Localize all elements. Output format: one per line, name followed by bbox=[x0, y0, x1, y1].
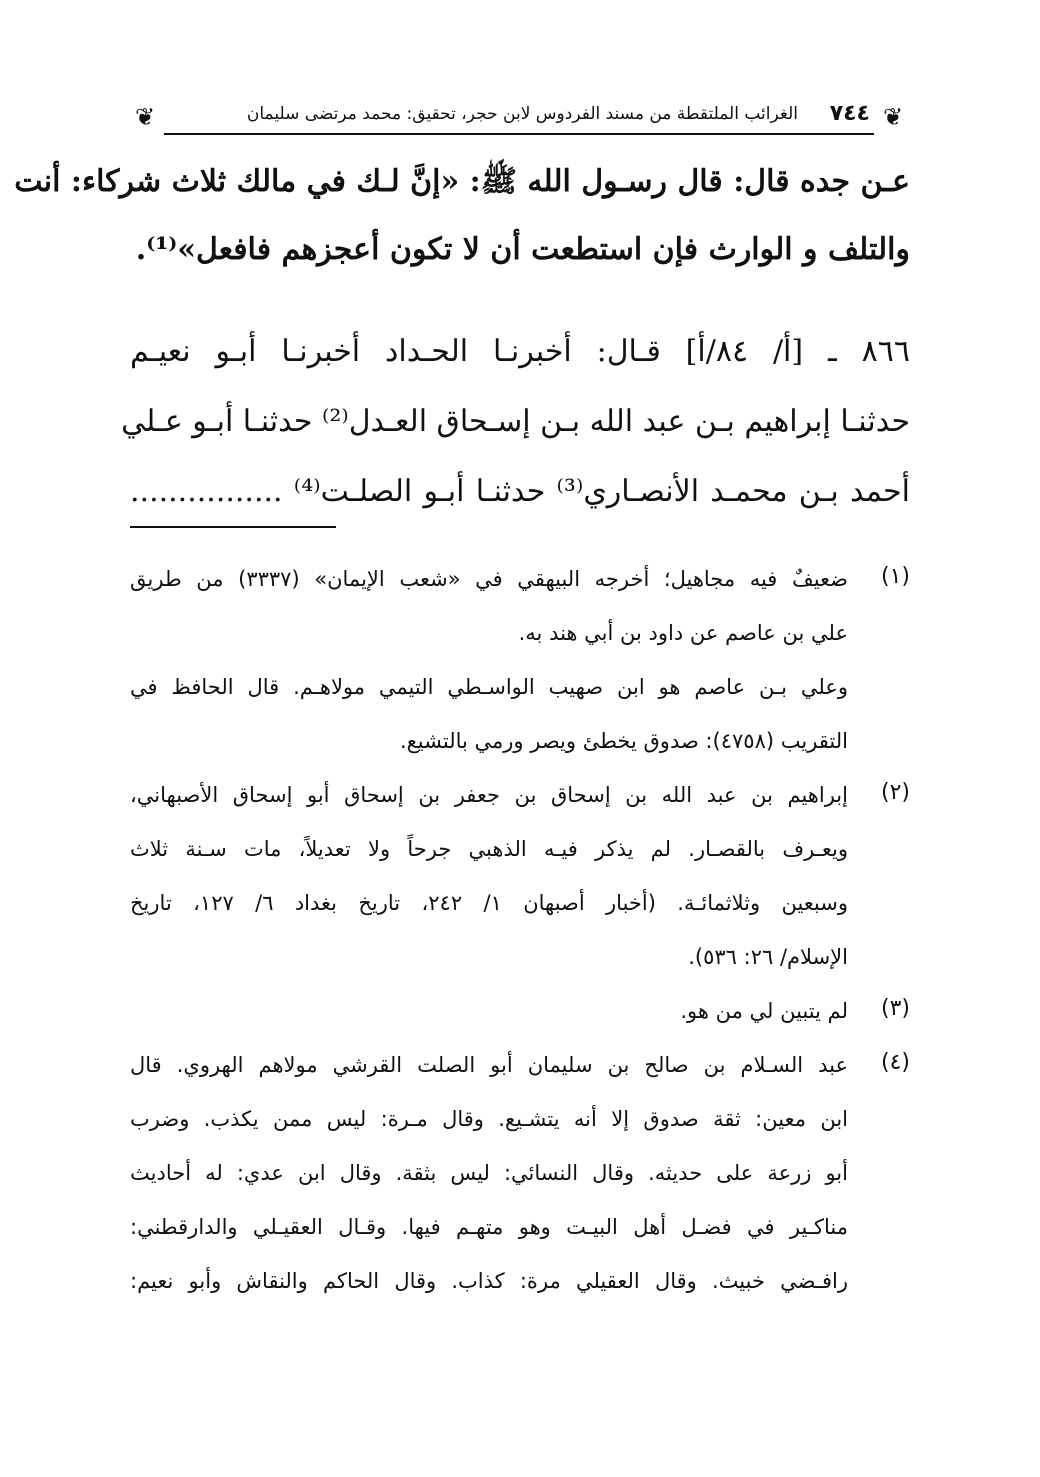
footnote-line: عبد السـلام بن صالح بن سليمان أبو الصلت القرشي مولاهم الهروي. قال bbox=[130, 1053, 848, 1077]
footnote-line: مناكـير في فضـل أهل البيـت وهو متهـم فيها. وقـال العقيـلي والدارقطني: bbox=[130, 1215, 848, 1239]
footnote-1 bbox=[130, 552, 910, 768]
main-text bbox=[14, 152, 910, 509]
main-line-1: عـن جده قال: قال رسـول الله ﷺ: «إنَّ لـك في مالك ثلاث شركاء: أنت bbox=[14, 164, 910, 199]
footnote-number: (٢) bbox=[880, 780, 910, 805]
main-line-4: حدثنـا إبراهيم بـن عبد الله بـن إسـحاق العـدل⁽²⁾ حدثنـا أبـو عـلي bbox=[121, 404, 910, 439]
footnote-line: ابن معين: ثقة صدوق إلا أنه يتشـيع. وقال مـرة: ليس ممن يكذب. وضرب bbox=[130, 1107, 848, 1131]
header-title: الغرائب الملتقطة من مسند الفردوس لابن حجر، تحقيق: محمد مرتضى سليمان bbox=[246, 104, 798, 124]
page-number: ٧٤٤ bbox=[829, 101, 870, 126]
ornament-icon-left: ❦ bbox=[134, 103, 156, 131]
footnote-line: علي بن عاصم عن داود بن أبي هند به. bbox=[518, 621, 848, 645]
main-line-5: أحمد بـن محمـد الأنصـاري⁽³⁾ حدثنـا أبـو الصلـت⁽⁴⁾ ................ bbox=[130, 474, 910, 509]
header-rule bbox=[164, 133, 874, 135]
main-line-2: والتلف و الوارث فإن استطعت أن لا تكون أعجزهم فافعل»⁽¹⁾. bbox=[135, 232, 910, 267]
footnote-line: أبو زرعة على حديثه. وقال النسائي: ليس بثقة. وقال ابن عدي: له أحاديث bbox=[130, 1161, 848, 1185]
footnote-2 bbox=[130, 768, 910, 984]
main-line-3: ٨٦٦ ـ [أ/ ٨٤/أ] قـال: أخبرنـا الحـداد أخبرنـا أبـو نعيـم bbox=[130, 334, 910, 369]
footnote-number: (٤) bbox=[880, 1050, 910, 1075]
footnote-line: لم يتبين لي من هو. bbox=[680, 999, 848, 1023]
footnote-line: التقريب (٤٧٥٨): صدوق يخطئ ويصر ورمي بالتشيع. bbox=[399, 729, 848, 753]
footnote-3 bbox=[130, 984, 910, 1038]
footnote-number: (١) bbox=[880, 564, 910, 589]
ornament-icon-right: ❦ bbox=[882, 103, 904, 131]
footnote-line: ويعـرف بالقصـار. لم يذكر فيـه الذهبي جرحاً ولا تعديلاً، مات سـنة ثلاث bbox=[130, 837, 848, 861]
running-header bbox=[128, 100, 910, 140]
footnote-line: رافـضي خبيث. وقال العقيلي مرة: كذاب. وقال الحاكم والنقاش وأبو نعيم: bbox=[130, 1269, 848, 1293]
footnote-line: الإسلام/ ٢٦: ٥٣٦). bbox=[688, 945, 848, 969]
footnote-line: وسبعين وثلاثمائـة. (أخبار أصبهان ١/ ٢٤٢، تاريخ بغداد ٦/ ١٢٧، تاريخ bbox=[130, 891, 848, 915]
separator-line bbox=[130, 526, 336, 528]
footnote-4 bbox=[130, 1038, 910, 1308]
footnote-line: إبراهيم بن عبد الله بن إسحاق بن جعفر بن إسحاق أبو إسحاق الأصبهاني، bbox=[130, 783, 848, 807]
footnote-line: ضعيفٌ فيه مجاهيل؛ أخرجه البيهقي في «شعب الإيمان» (٣٣٣٧) من طريق bbox=[130, 567, 848, 591]
footnote-line: وعلي بـن عاصم هو ابن صهيب الواسـطي التيمي مولاهـم. قال الحافظ في bbox=[130, 675, 848, 699]
footnote-number: (٣) bbox=[880, 996, 910, 1021]
